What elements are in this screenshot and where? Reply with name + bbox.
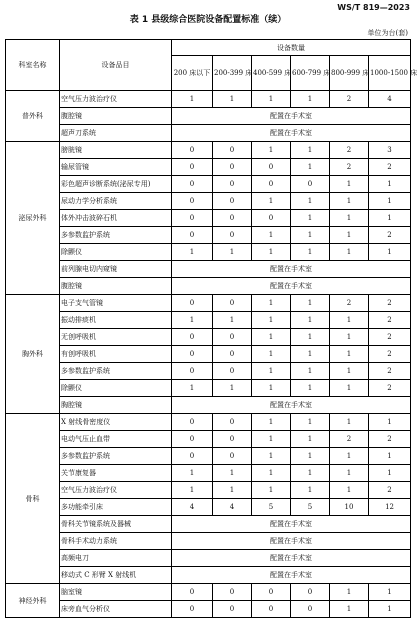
header-band: 200-399 床 [213,56,252,91]
quantity-cell: 1 [252,380,291,397]
header-band: 600-799 床 [291,56,330,91]
quantity-cell: 1 [330,601,369,618]
placement-note-cell: 配置在手术室 [172,533,411,550]
quantity-cell: 2 [369,363,411,380]
quantity-cell: 0 [213,159,252,176]
quantity-cell: 1 [252,448,291,465]
equipment-item-cell: 无创呼吸机 [60,329,172,346]
quantity-cell: 0 [213,414,252,431]
quantity-cell: 0 [213,176,252,193]
quantity-cell: 1 [330,210,369,227]
table-row [6,397,411,414]
quantity-cell: 0 [252,584,291,601]
quantity-cell: 1 [213,91,252,108]
quantity-cell: 0 [252,601,291,618]
quantity-cell: 2 [369,431,411,448]
quantity-cell: 0 [213,329,252,346]
quantity-cell: 1 [330,448,369,465]
table-row [6,584,411,601]
equipment-item-cell: 超声刀系统 [60,125,172,142]
table-row [6,363,411,380]
quantity-cell: 1 [213,482,252,499]
table-row [6,244,411,261]
quantity-cell: 1 [252,91,291,108]
quantity-cell: 1 [291,465,330,482]
quantity-cell: 1 [369,414,411,431]
quantity-cell: 1 [291,482,330,499]
quantity-cell: 10 [330,499,369,516]
quantity-cell: 0 [213,193,252,210]
equipment-item-cell: 多功能牵引床 [60,499,172,516]
quantity-cell: 0 [213,363,252,380]
table-row [6,499,411,516]
quantity-cell: 1 [330,380,369,397]
table-row [6,125,411,142]
quantity-cell: 2 [369,482,411,499]
quantity-cell: 2 [330,142,369,159]
quantity-cell: 1 [291,227,330,244]
quantity-cell: 1 [291,193,330,210]
equipment-item-cell: 骨科关节镜系统及器械 [60,516,172,533]
quantity-cell: 0 [172,448,213,465]
quantity-cell: 1 [252,431,291,448]
equipment-item-cell: 胸腔镜 [60,397,172,414]
quantity-cell: 0 [172,210,213,227]
quantity-cell: 1 [330,176,369,193]
quantity-cell: 1 [369,448,411,465]
unit-label: 单位为台(套) [367,29,408,37]
quantity-cell: 1 [291,363,330,380]
dept-name-cell: 骨科 [6,414,60,584]
table-row [6,550,411,567]
table-row [6,448,411,465]
quantity-cell: 1 [172,244,213,261]
table-row [6,346,411,363]
equipment-item-cell: 尿动力学分析系统 [60,193,172,210]
quantity-cell: 0 [291,601,330,618]
quantity-cell: 1 [252,329,291,346]
equipment-item-cell: 彩色超声诊断系统(泌尿专用) [60,176,172,193]
quantity-cell: 1 [252,244,291,261]
quantity-cell: 1 [252,346,291,363]
quantity-cell: 4 [172,499,213,516]
header-band: 200 床以下 [172,56,213,91]
quantity-cell: 1 [330,584,369,601]
quantity-cell: 1 [291,295,330,312]
quantity-cell: 1 [291,414,330,431]
quantity-cell: 1 [252,227,291,244]
table-row [6,465,411,482]
quantity-cell: 1 [252,312,291,329]
quantity-cell: 1 [172,380,213,397]
quantity-cell: 0 [213,346,252,363]
standard-code: WS/T 819—2023 [337,3,410,12]
quantity-cell: 2 [369,159,411,176]
quantity-cell: 1 [369,465,411,482]
quantity-cell: 0 [172,227,213,244]
table-row [6,193,411,210]
quantity-cell: 1 [330,482,369,499]
quantity-cell: 0 [213,448,252,465]
table-row [6,227,411,244]
quantity-cell: 4 [213,499,252,516]
quantity-cell: 0 [172,142,213,159]
quantity-cell: 0 [252,210,291,227]
equipment-item-cell: 高频电刀 [60,550,172,567]
quantity-cell: 2 [330,159,369,176]
table-row [6,601,411,618]
quantity-cell: 0 [213,431,252,448]
quantity-cell: 2 [330,91,369,108]
equipment-item-cell: 前列腺电切内窥镜 [60,261,172,278]
quantity-cell: 1 [330,363,369,380]
quantity-cell: 0 [213,601,252,618]
quantity-cell: 1 [291,91,330,108]
header-dept: 科室名称 [6,40,60,91]
quantity-cell: 1 [252,414,291,431]
quantity-cell: 1 [291,431,330,448]
quantity-cell: 1 [330,465,369,482]
table-row [6,176,411,193]
table-row [6,261,411,278]
equipment-item-cell: X 射线骨密度仪 [60,414,172,431]
quantity-cell: 0 [213,295,252,312]
equipment-item-cell: 除颤仪 [60,244,172,261]
equipment-item-cell: 腹腔镜 [60,108,172,125]
quantity-cell: 1 [291,210,330,227]
quantity-cell: 12 [369,499,411,516]
quantity-cell: 2 [369,329,411,346]
quantity-cell: 2 [369,312,411,329]
quantity-cell: 0 [172,193,213,210]
equipment-item-cell: 有创呼吸机 [60,346,172,363]
quantity-cell: 1 [369,584,411,601]
equipment-item-cell: 关节康复器 [60,465,172,482]
quantity-cell: 0 [172,159,213,176]
header-item: 设备品目 [60,40,172,91]
quantity-cell: 2 [330,295,369,312]
quantity-cell: 0 [172,346,213,363]
equipment-item-cell: 膀胱镜 [60,142,172,159]
quantity-cell: 1 [330,329,369,346]
placement-note-cell: 配置在手术室 [172,397,411,414]
table-row [6,278,411,295]
quantity-cell: 1 [213,465,252,482]
quantity-cell: 4 [369,91,411,108]
table-body [6,91,411,618]
equipment-item-cell: 多参数监护系统 [60,227,172,244]
equipment-item-cell: 除颤仪 [60,380,172,397]
quantity-cell: 1 [252,482,291,499]
quantity-cell: 0 [172,363,213,380]
quantity-cell: 1 [291,346,330,363]
equipment-item-cell: 输尿管镜 [60,159,172,176]
quantity-cell: 1 [252,465,291,482]
table-row [6,159,411,176]
quantity-cell: 1 [369,176,411,193]
placement-note-cell: 配置在手术室 [172,125,411,142]
equipment-item-cell: 空气压力波治疗仪 [60,482,172,499]
quantity-cell: 1 [291,329,330,346]
quantity-cell: 1 [369,210,411,227]
table-row [6,516,411,533]
quantity-cell: 1 [252,142,291,159]
quantity-cell: 5 [252,499,291,516]
equipment-item-cell: 体外冲击波碎石机 [60,210,172,227]
table-row [6,91,411,108]
equipment-item-cell: 振动排痰机 [60,312,172,329]
quantity-cell: 0 [213,227,252,244]
placement-note-cell: 配置在手术室 [172,550,411,567]
equipment-item-cell: 移动式 C 形臂 X 射线机 [60,567,172,584]
quantity-cell: 0 [252,159,291,176]
quantity-cell: 1 [330,414,369,431]
quantity-cell: 1 [291,312,330,329]
quantity-cell: 0 [252,176,291,193]
quantity-cell: 1 [172,312,213,329]
quantity-cell: 1 [172,465,213,482]
quantity-cell: 0 [291,584,330,601]
equipment-item-cell: 多参数监护系统 [60,448,172,465]
dept-name-cell: 泌尿外科 [6,142,60,295]
quantity-cell: 1 [291,448,330,465]
quantity-cell: 1 [291,159,330,176]
quantity-cell: 3 [369,142,411,159]
quantity-cell: 1 [252,295,291,312]
quantity-cell: 0 [213,210,252,227]
quantity-cell: 1 [252,193,291,210]
quantity-cell: 1 [330,244,369,261]
equipment-item-cell: 骨科手术动力系统 [60,533,172,550]
quantity-cell: 1 [252,363,291,380]
quantity-cell: 1 [291,142,330,159]
table-row [6,142,411,159]
quantity-cell: 0 [172,295,213,312]
placement-note-cell: 配置在手术室 [172,261,411,278]
table-row [6,380,411,397]
placement-note-cell: 配置在手术室 [172,278,411,295]
equipment-item-cell: 空气压力波治疗仪 [60,91,172,108]
quantity-cell: 1 [213,312,252,329]
quantity-cell: 0 [172,176,213,193]
equipment-config-table [5,39,417,618]
placement-note-cell: 配置在手术室 [172,567,411,584]
quantity-cell: 1 [172,482,213,499]
quantity-cell: 0 [213,142,252,159]
quantity-cell: 1 [369,193,411,210]
equipment-item-cell: 床旁血气分析仪 [60,601,172,618]
quantity-cell: 1 [330,312,369,329]
table-row [6,482,411,499]
equipment-item-cell: 电子支气管镜 [60,295,172,312]
quantity-cell: 1 [369,244,411,261]
placement-note-cell: 配置在手术室 [172,516,411,533]
quantity-cell: 2 [369,227,411,244]
equipment-item-cell: 多参数监护系统 [60,363,172,380]
table-title: 表 1 县级综合医院设备配置标准（续） [129,15,287,25]
quantity-cell: 2 [369,295,411,312]
table-row [6,108,411,125]
quantity-cell: 2 [330,431,369,448]
quantity-cell: 5 [291,499,330,516]
placement-note-cell: 配置在手术室 [172,108,411,125]
table-row [6,295,411,312]
quantity-cell: 1 [213,380,252,397]
header-band: 1000-1500 床 [369,56,411,91]
table-row [6,567,411,584]
dept-name-cell: 普外科 [6,91,60,142]
table-row [6,414,411,431]
quantity-cell: 0 [172,601,213,618]
quantity-cell: 2 [369,380,411,397]
quantity-cell: 0 [172,431,213,448]
quantity-cell: 1 [172,91,213,108]
quantity-cell: 0 [172,329,213,346]
table-row [6,431,411,448]
quantity-cell: 1 [330,193,369,210]
table-row [6,210,411,227]
table-row [6,533,411,550]
quantity-cell: 0 [172,584,213,601]
quantity-cell: 0 [291,176,330,193]
quantity-cell: 0 [172,414,213,431]
header-band: 800-999 床 [330,56,369,91]
quantity-cell: 1 [291,244,330,261]
header-band: 400-599 床 [252,56,291,91]
quantity-cell: 1 [369,601,411,618]
quantity-cell: 0 [213,584,252,601]
table-row [6,329,411,346]
quantity-cell: 1 [291,380,330,397]
table-row [6,312,411,329]
equipment-item-cell: 脑室镜 [60,584,172,601]
equipment-item-cell: 腹腔镜 [60,278,172,295]
header-qty-group: 设备数量 [172,40,411,56]
quantity-cell: 1 [330,227,369,244]
dept-name-cell: 胸外科 [6,295,60,414]
quantity-cell: 2 [369,346,411,363]
dept-name-cell: 神经外科 [6,584,60,618]
equipment-item-cell: 电动气压止血带 [60,431,172,448]
quantity-cell: 1 [213,244,252,261]
quantity-cell: 1 [330,346,369,363]
